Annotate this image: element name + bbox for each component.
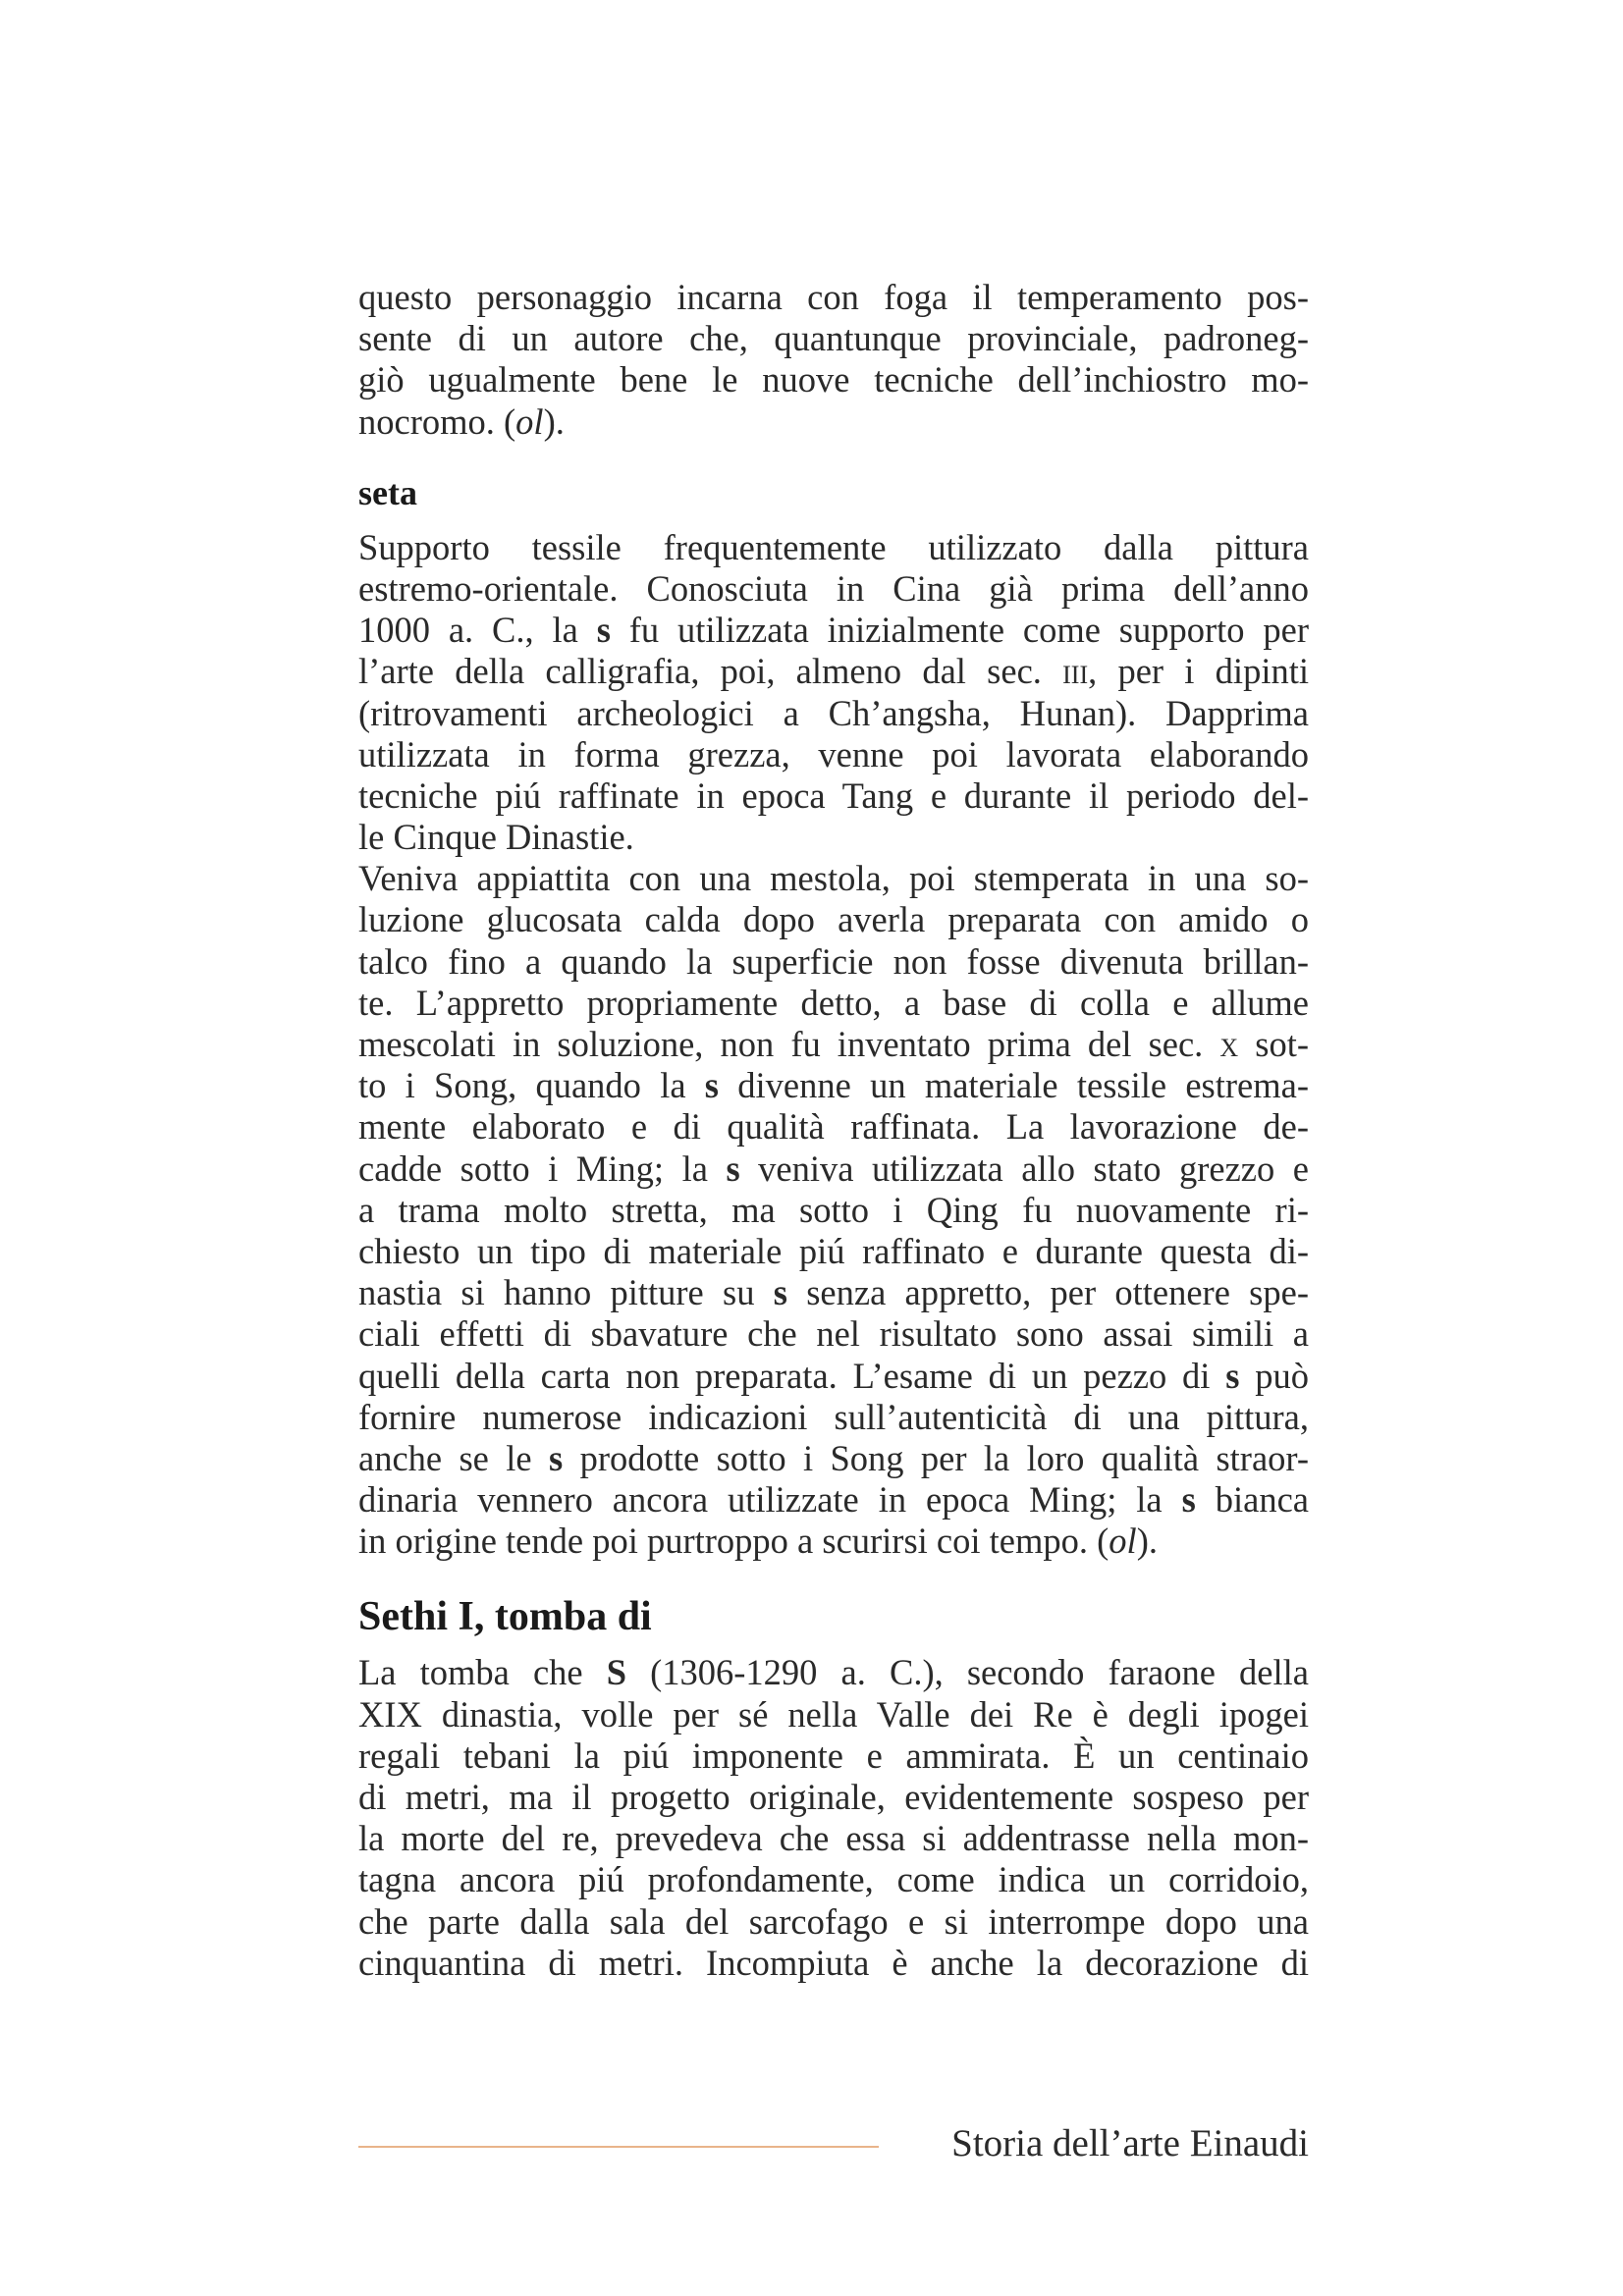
- text-line: [358, 1438, 1309, 1479]
- text-line: [358, 1521, 1309, 1562]
- abbrev-s: s: [596, 610, 611, 651]
- footer-title: Storia dell’arte Einaudi: [951, 2122, 1309, 2164]
- abbrev-s: s: [1225, 1355, 1240, 1396]
- text-line: estremo-orientale. Conosciuta in Cina già prima dell’anno: [358, 567, 1309, 609]
- text-span: , per i dipinti: [1088, 651, 1309, 692]
- abbrev-s: s: [773, 1272, 787, 1313]
- century-numeral: x: [1219, 1024, 1239, 1064]
- text-line: di metri, ma il progetto originale, evidentemente sospeso per: [358, 1777, 1309, 1817]
- text-span: in origine tende poi purtroppo a scurirsi coi tempo. (: [358, 1521, 1109, 1562]
- text-span: La tomba che: [358, 1652, 607, 1693]
- text-span: nocromo. (: [358, 400, 516, 442]
- text-span: fu utilizzata inizialmente come supporto per: [610, 610, 1309, 651]
- text-line: [358, 1479, 1309, 1521]
- text-span: (1306-1290 a. C.), secondo faraone della: [626, 1652, 1309, 1693]
- text-line: mente elaborato e di qualità raffinata. La lavorazione de-: [358, 1106, 1309, 1148]
- abbrev-s: s: [1181, 1479, 1196, 1521]
- text-line: utilizzata in forma grezza, venne poi lavorata elaborando: [358, 733, 1309, 774]
- text-span: mescolati in soluzione, non fu inventato prima del sec.: [358, 1024, 1220, 1064]
- century-numeral: iii: [1062, 651, 1089, 692]
- page-footer: [358, 2120, 1309, 2169]
- text-line: luzione glucosata calda dopo averla preparata con amido o: [358, 899, 1309, 940]
- entry-heading-sethi: Sethi I, tomba di: [358, 1594, 652, 1640]
- text-span: veniva utilizzata allo stato grezzo e: [739, 1148, 1309, 1189]
- text-line: le Cinque Dinastie.: [358, 817, 634, 858]
- text-line: [358, 1065, 1309, 1106]
- text-line: regali tebani la piú imponente e ammirata. È un centinaio: [358, 1735, 1309, 1776]
- intro-paragraph: [358, 277, 1309, 443]
- text-line: ciali effetti di sbavature che nel risultato sono assai simili a: [358, 1313, 1309, 1355]
- author-initials: ol: [1109, 1521, 1137, 1562]
- text-line: [358, 1356, 1309, 1397]
- text-line: [358, 1272, 1309, 1313]
- text-line: a trama molto stretta, ma sotto i Qing fu nuovamente ri-: [358, 1189, 1309, 1230]
- text-span: prodotte sotto i Song per la loro qualità straor-: [563, 1437, 1309, 1478]
- footer-rule: [358, 2146, 879, 2148]
- text-span: quelli della carta non preparata. L’esame di un pezzo di: [358, 1355, 1226, 1396]
- abbrev-s: s: [548, 1437, 564, 1478]
- text-span: senza appretto, per ottenere spe-: [786, 1272, 1309, 1313]
- text-line: (ritrovamenti archeologici a Ch’angsha, Hunan). Dapprima: [358, 692, 1309, 733]
- text-line: cinquantina di metri. Incompiuta è anche la decorazione di: [358, 1942, 1309, 1983]
- text-span: cadde sotto i Ming; la: [358, 1148, 727, 1189]
- text-span: dinaria vennero ancora utilizzate in epoca Ming; la: [358, 1479, 1182, 1521]
- text-line: [358, 610, 1309, 651]
- text-line: [358, 1148, 1309, 1190]
- text-line: fornire numerose indicazioni sull’autenticità di una pittura,: [358, 1396, 1309, 1437]
- text-line: questo personaggio incarna con foga il temperamento pos-: [358, 277, 1309, 317]
- sethi-paragraph: [358, 1652, 1309, 1984]
- abbrev-s: s: [704, 1065, 720, 1106]
- text-line: che parte dalla sala del sarcofago e si interrompe dopo una: [358, 1900, 1309, 1942]
- text-line: tecniche piú raffinate in epoca Tang e durante il periodo del-: [358, 774, 1309, 816]
- seta-paragraph-2: [358, 858, 1309, 1562]
- text-span: l’arte della calligrafia, poi, almeno dal sec.: [358, 651, 1063, 692]
- text-line: [358, 401, 1309, 443]
- text-line: XIX dinastia, volle per sé nella Valle dei Re è degli ipogei: [358, 1693, 1309, 1735]
- text-line: la morte del re, prevedeva che essa si addentrasse nella mon-: [358, 1818, 1309, 1859]
- text-span: divenne un materiale tessile estrema-: [719, 1065, 1309, 1106]
- abbrev-s: S: [606, 1652, 627, 1693]
- text-span: bianca: [1195, 1479, 1309, 1521]
- seta-paragraph-1: [358, 527, 1309, 859]
- author-initials: ol: [515, 400, 544, 442]
- text-span: nastia si hanno pitture su: [358, 1272, 774, 1313]
- text-line: talco fino a quando la superficie non fosse divenuta brillan-: [358, 940, 1309, 982]
- text-line: [358, 1024, 1309, 1065]
- text-line: tagna ancora piú profondamente, come indica un corridoio,: [358, 1859, 1309, 1900]
- text-line: [358, 1652, 1309, 1693]
- text-line: Veniva appiattita con una mestola, poi stemperata in una so-: [358, 858, 1309, 899]
- text-span: sot-: [1238, 1024, 1309, 1064]
- text-line: te. L’appretto propriamente detto, a base di colla e allume: [358, 982, 1309, 1023]
- text-span: 1000 a. C., la: [358, 610, 597, 651]
- abbrev-s: s: [726, 1148, 740, 1189]
- entry-heading-seta: seta: [358, 472, 417, 512]
- text-span: to i Song, quando la: [358, 1065, 705, 1106]
- text-line: sente di un autore che, quantunque provinciale, padroneg-: [358, 318, 1309, 359]
- text-span: può: [1239, 1355, 1309, 1396]
- text-span: anche se le: [358, 1437, 549, 1478]
- text-line: giò ugualmente bene le nuove tecniche dell’inchiostro mo-: [358, 359, 1309, 400]
- text-span: ).: [543, 400, 565, 442]
- text-line: [358, 651, 1309, 692]
- text-line: Supporto tessile frequentemente utilizzato dalla pittura: [358, 526, 1309, 567]
- text-span: ).: [1136, 1521, 1158, 1562]
- text-line: chiesto un tipo di materiale piú raffinato e durante questa di-: [358, 1230, 1309, 1271]
- page-body: [358, 277, 1309, 1984]
